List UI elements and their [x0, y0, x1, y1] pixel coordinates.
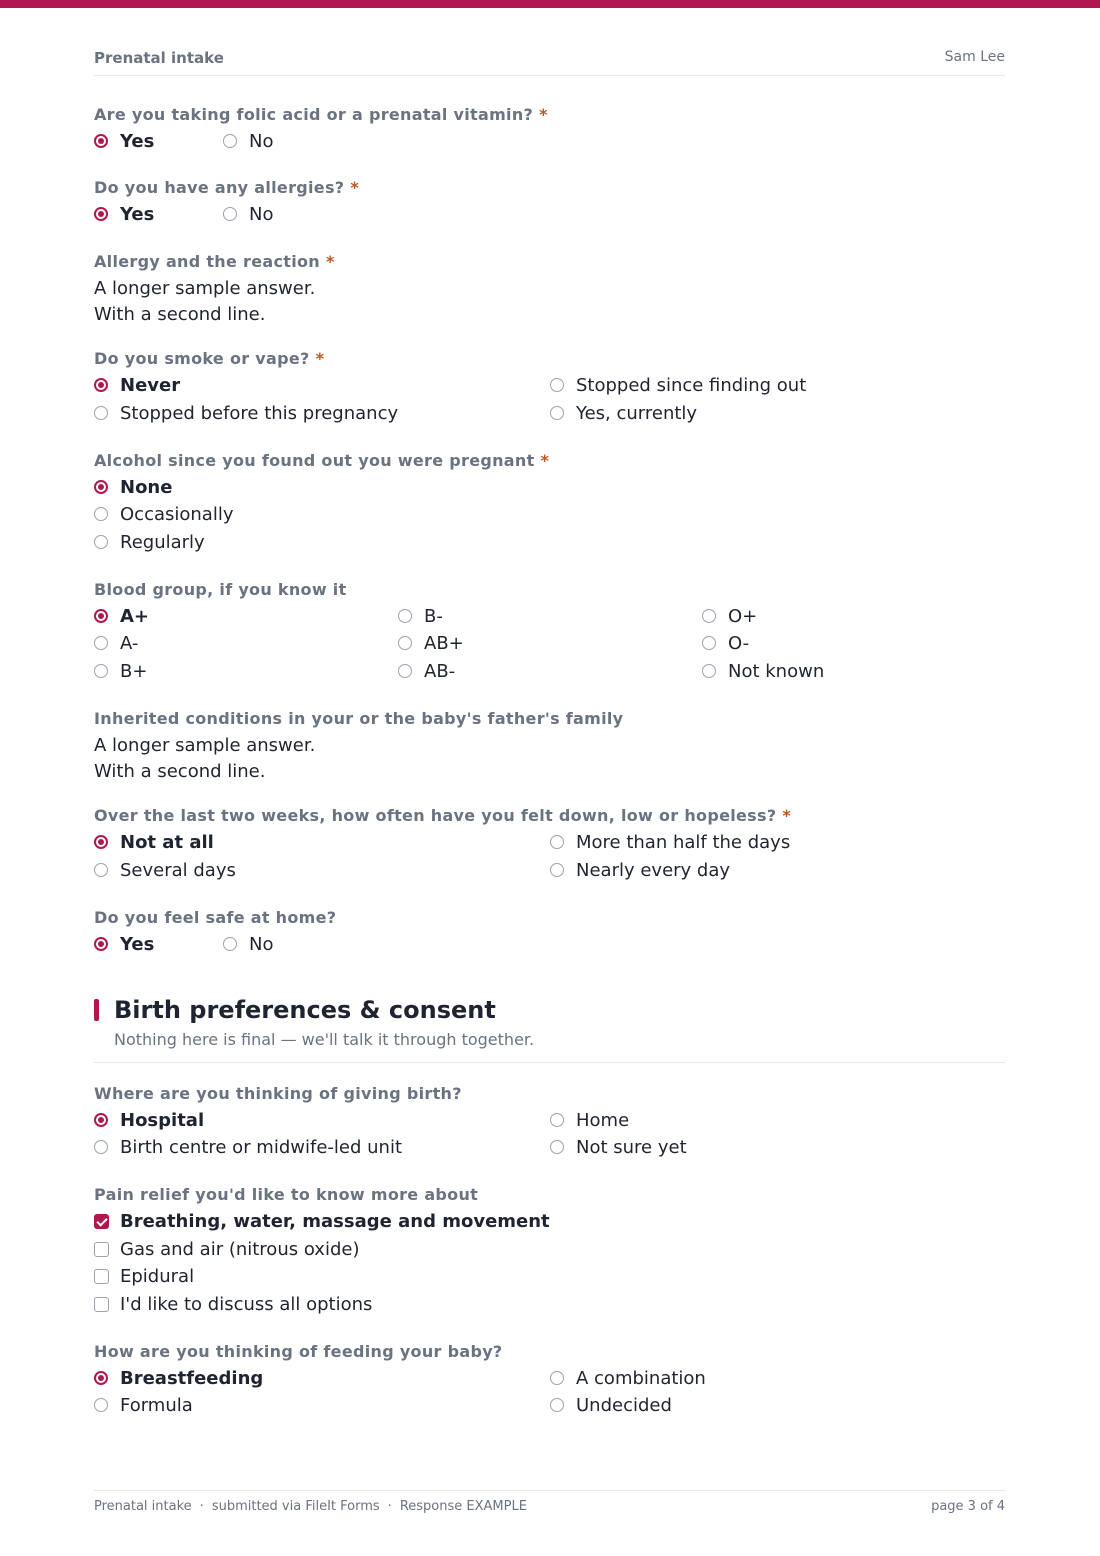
question-label: Pain relief you'd like to know more about [94, 1185, 479, 1204]
radio-icon [94, 507, 108, 521]
question-label: How are you thinking of feeding your baby? [94, 1342, 503, 1361]
radio-option-not-at-all[interactable]: Not at all [94, 833, 214, 853]
radio-option-a-neg[interactable]: A- [94, 634, 138, 654]
radio-option-b-neg[interactable]: B- [398, 607, 443, 627]
question-label: Do you smoke or vape? [94, 349, 310, 368]
section-title: Birth preferences & consent [114, 996, 496, 1024]
radio-icon [702, 664, 716, 678]
question-birth-place [94, 1084, 1005, 1159]
radio-icon [94, 664, 108, 678]
radio-option-hospital[interactable]: Hospital [94, 1111, 204, 1131]
question-label: Inherited conditions in your or the baby's father's family [94, 709, 624, 728]
question-folic-acid [94, 105, 1005, 152]
radio-option-ab-neg[interactable]: AB- [398, 662, 455, 682]
radio-option-b-pos[interactable]: B+ [94, 662, 147, 682]
question-feeding [94, 1342, 1005, 1417]
radio-option-formula[interactable]: Formula [94, 1396, 193, 1416]
page-footer [94, 1490, 1005, 1521]
radio-option-stopped-before[interactable]: Stopped before this pregnancy [94, 404, 398, 424]
question-label: Where are you thinking of giving birth? [94, 1084, 462, 1103]
question-allergy-reaction [94, 252, 1005, 328]
radio-selected-icon [94, 1113, 108, 1127]
text-answer: A longer sample answer. With a second line. [94, 278, 316, 325]
radio-option-o-pos[interactable]: O+ [702, 607, 757, 627]
section-subtitle: Nothing here is final — we'll talk it through together. [114, 1030, 535, 1049]
radio-icon [550, 1371, 564, 1385]
section-accent-bar [94, 999, 99, 1021]
radio-option-yes-currently[interactable]: Yes, currently [550, 404, 697, 424]
radio-option-no[interactable]: No [223, 205, 273, 225]
radio-icon [223, 134, 237, 148]
required-marker: * [350, 178, 360, 197]
radio-icon [550, 1398, 564, 1412]
radio-icon [702, 636, 716, 650]
radio-option-home[interactable]: Home [550, 1111, 629, 1131]
question-label: Do you have any allergies? [94, 178, 345, 197]
radio-icon [702, 609, 716, 623]
radio-option-regularly[interactable]: Regularly [94, 533, 205, 553]
radio-option-breastfeeding[interactable]: Breastfeeding [94, 1369, 263, 1389]
radio-option-combination[interactable]: A combination [550, 1369, 706, 1389]
section-header [94, 996, 1005, 1063]
required-marker: * [782, 806, 792, 825]
radio-icon [223, 937, 237, 951]
footer-info: Prenatal intake · submitted via FileIt Forms · Response EXAMPLE [94, 1499, 527, 1514]
radio-icon [94, 1398, 108, 1412]
checkbox-checked-icon [94, 1214, 109, 1229]
question-label: Do you feel safe at home? [94, 908, 337, 927]
required-marker: * [325, 252, 335, 271]
required-marker: * [315, 349, 325, 368]
radio-option-not-sure[interactable]: Not sure yet [550, 1138, 687, 1158]
radio-option-yes[interactable]: Yes [94, 205, 154, 225]
footer-submitted-via: submitted via FileIt Forms [211, 1499, 380, 1514]
radio-selected-icon [94, 835, 108, 849]
radio-option-not-known[interactable]: Not known [702, 662, 824, 682]
radio-icon [94, 863, 108, 877]
radio-option-stopped-since[interactable]: Stopped since finding out [550, 376, 806, 396]
checkbox-icon [94, 1297, 109, 1312]
radio-icon [94, 535, 108, 549]
radio-selected-icon [94, 134, 108, 148]
radio-selected-icon [94, 480, 108, 494]
radio-option-ab-pos[interactable]: AB+ [398, 634, 464, 654]
page-header [94, 47, 1005, 76]
radio-option-undecided[interactable]: Undecided [550, 1396, 672, 1416]
checkbox-option-gas-and-air[interactable]: Gas and air (nitrous oxide) [94, 1240, 359, 1260]
radio-icon [550, 406, 564, 420]
radio-icon [550, 1113, 564, 1127]
radio-icon [550, 835, 564, 849]
checkbox-icon [94, 1242, 109, 1257]
radio-icon [223, 207, 237, 221]
question-label: Over the last two weeks, how often have you felt down, low or hopeless? [94, 806, 777, 825]
radio-option-no[interactable]: No [223, 935, 273, 955]
radio-option-more-than-half[interactable]: More than half the days [550, 833, 790, 853]
question-blood-group [94, 580, 1005, 683]
text-answer: A longer sample answer. With a second line. [94, 735, 316, 782]
checkbox-option-breathing[interactable]: Breathing, water, massage and movement [94, 1212, 550, 1232]
radio-option-never[interactable]: Never [94, 376, 180, 396]
radio-icon [550, 378, 564, 392]
footer-form-name: Prenatal intake [94, 1499, 192, 1514]
form-title: Prenatal intake [94, 49, 224, 67]
radio-option-yes[interactable]: Yes [94, 935, 154, 955]
top-accent-bar [0, 0, 1100, 8]
radio-icon [94, 406, 108, 420]
question-label: Allergy and the reaction [94, 252, 320, 271]
question-alcohol [94, 451, 1005, 554]
footer-response: Response EXAMPLE [399, 1499, 527, 1514]
radio-selected-icon [94, 1371, 108, 1385]
radio-option-a-pos[interactable]: A+ [94, 607, 149, 627]
question-pain-relief [94, 1185, 1005, 1316]
radio-option-nearly-every-day[interactable]: Nearly every day [550, 861, 730, 881]
checkbox-icon [94, 1269, 109, 1284]
checkbox-option-discuss-all[interactable]: I'd like to discuss all options [94, 1295, 372, 1315]
radio-selected-icon [94, 207, 108, 221]
radio-selected-icon [94, 937, 108, 951]
radio-icon [398, 636, 412, 650]
radio-icon [398, 664, 412, 678]
radio-selected-icon [94, 378, 108, 392]
radio-option-occasionally[interactable]: Occasionally [94, 505, 233, 525]
required-marker: * [540, 451, 550, 470]
radio-option-no[interactable]: No [223, 132, 273, 152]
radio-icon [94, 636, 108, 650]
question-inherited-conditions [94, 709, 1005, 785]
question-label: Blood group, if you know it [94, 580, 347, 599]
radio-icon [398, 609, 412, 623]
question-safe-at-home [94, 908, 1005, 955]
page-number: page 3 of 4 [931, 1499, 1005, 1514]
radio-option-none[interactable]: None [94, 478, 172, 498]
question-allergies [94, 178, 1005, 225]
radio-icon [550, 863, 564, 877]
question-label: Alcohol since you found out you were pregnant [94, 451, 535, 470]
radio-option-yes[interactable]: Yes [94, 132, 154, 152]
radio-icon [94, 1140, 108, 1154]
radio-option-o-neg[interactable]: O- [702, 634, 749, 654]
radio-option-birth-centre[interactable]: Birth centre or midwife-led unit [94, 1138, 402, 1158]
required-marker: * [539, 105, 548, 124]
question-mood [94, 806, 1005, 881]
question-smoke [94, 349, 1005, 424]
question-label: Are you taking folic acid or a prenatal vitamin? [94, 105, 534, 124]
radio-selected-icon [94, 609, 108, 623]
radio-icon [550, 1140, 564, 1154]
radio-option-several-days[interactable]: Several days [94, 861, 236, 881]
checkbox-option-epidural[interactable]: Epidural [94, 1267, 194, 1287]
user-name: Sam Lee [944, 49, 1005, 65]
